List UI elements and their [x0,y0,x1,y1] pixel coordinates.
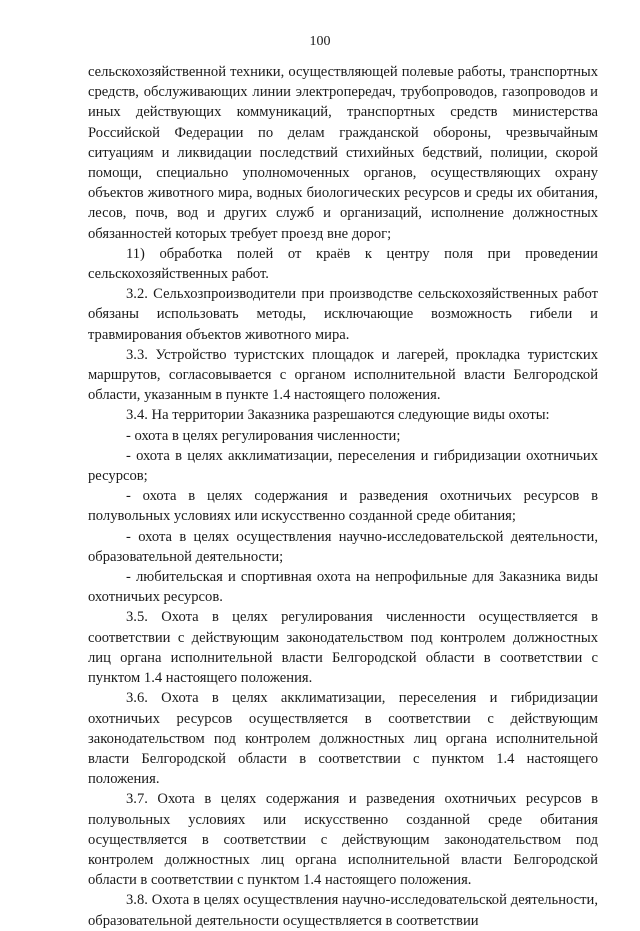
paragraph: 3.8. Охота в целях осуществления научно-исследовательской деятельности, образовательной деятельности осуществляется в соответствии [88,892,598,929]
paragraph: сельскохозяйственной техники, осуществляющей полевые работы, транспортных средств, обслуживающих линии электропередач, трубопроводов, газопроводов и иных действующих коммуникаций, транспортных средств министерства Российской Федерации по делам гражданской обороны, чрезвычайным ситуациям и ликвидации последствий стихийных бедствий, полиции, скорой помощи, специально уполномоченных органов, осуществляющих охрану объектов животного мира, водных биологических ресурсов и среды их обитания, лесов, почв, вод и других служб и организаций, исполнение должностных обязанностей которых требует проезд вне дорог; [88,64,598,242]
paragraph: 3.6. Охота в целях акклиматизации, переселения и гибридизации охотничьих ресурсов осуществляется в соответствии с действующим законодательством под контролем должностных лиц органа исполнительной власти Белгородской области в соответствии с пунктом 1.4 настоящего положения. [88,690,598,788]
paragraph: 3.3. Устройство туристских площадок и лагерей, прокладка туристских маршрутов, согласовывается с органом исполнительной власти Белгородской области, указанным в пункте 1.4 настоящего положения. [88,346,598,404]
list-item: - охота в целях акклиматизации, переселения и гибридизации охотничьих ресурсов; [88,447,598,485]
paragraph: 3.4. На территории Заказника разрешаются следующие виды охоты: [126,407,550,424]
list-item: - охота в целях осуществления научно-исследовательской деятельности, образовательной деятельности; [88,528,598,565]
page-number: 100 [309,34,331,49]
list-item: - охота в целях регулирования численности; [126,427,401,444]
list-item: - любительская и спортивная охота на непрофильные для Заказника виды охотничьих ресурсов. [88,569,598,606]
document-body [88,62,598,931]
paragraph: 3.5. Охота в целях регулирования численности осуществляется в соответствии с действующим законодательством под контролем должностных лиц органа исполнительной власти Белгородской области в соответствии с пунктом 1.4 настоящего положения. [88,609,598,687]
list-item: - охота в целях содержания и разведения охотничьих ресурсов в полувольных условиях или искусственно созданной среде обитания; [88,488,598,525]
paragraph: 3.2. Сельхозпроизводители при производстве сельскохозяйственных работ обязаны использовать методы, исключающие возможность гибели и травмирования объектов животного мира. [88,286,598,343]
paragraph: 3.7. Охота в целях содержания и разведения охотничьих ресурсов в полувольных условиях или искусственно созданной среде обитания осуществляется в соответствии с действующим законодательством под контролем должностных лиц органа исполнительной власти Белгородской области в соответствии с пунктом 1.4 настоящего положения. [88,791,598,889]
paragraph: 11) обработка полей от краёв к центру поля при проведении сельскохозяйственных работ. [88,245,598,283]
